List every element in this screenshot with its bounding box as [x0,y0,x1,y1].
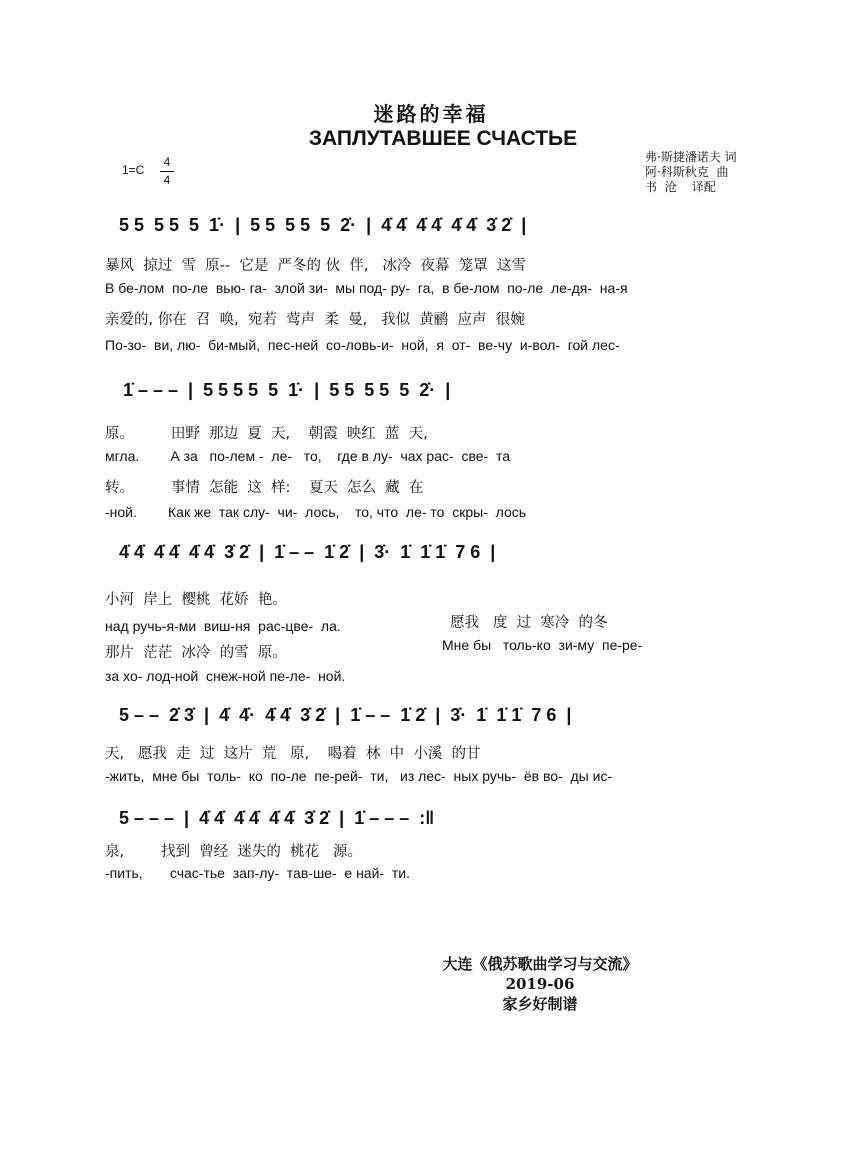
lyric-line-3-1: 小河 岸上 樱桃 花娇 艳。 [105,592,287,608]
lyric-line-2-2: мгла. А за по-лем - ле- то, где в лу- чах рас- све- та [105,448,510,464]
time-signature [160,155,174,188]
credit-translator: 书 沧 译配 [645,180,716,194]
notation-system-5 [105,806,785,832]
notation-system-2 [105,378,785,404]
notation-line-2: 1̇ – – – | 5 5 5 5 5 1̇· | 5 5 5 5 5 2̇· | [123,380,451,400]
song-title-chinese: 迷路的幸福 [373,102,489,126]
footer-date: 2019-06 [505,975,575,993]
time-signature-bottom: 4 [163,173,171,187]
credit-composer: 阿·科斯秋克 曲 [645,165,729,179]
lyric-line-1-2: В бе-лом по-ле вью- га- злой зи- мы под- ру- га, в бе-лом по-ле ле-дя- на-я [105,280,628,296]
lyric-line-1-3: 亲爱的, 你在 召 唤, 宛若 莺声 柔 曼, 我似 黄鹂 应声 很婉 [105,312,525,328]
footer-publication: 大连《俄苏歌曲学习与交流》 [442,955,638,973]
lyric-line-2-1: 原。 田野 那边 夏 天, 朝霞 映红 蓝 天, [105,426,428,442]
notation-line-3: 4̇ 4̇ 4̇ 4̇ 4̇ 4̇ 3̇ 2̇ | 1̇ – – 1̇ 2̇ | 3̇· 1̇ 1̇ 1̇ 7 6 | [119,542,496,562]
notation-line-5: 5 – – – | 4̇ 4̇ 4̇ 4̇ 4̇ 4̇ 3̇ 2̇ | 1̇ – – – :‖ [119,808,435,828]
song-title-russian: ЗАПЛУТАВШЕЕ СЧАСТЬЕ [308,127,578,150]
footer-credit: 家乡好制谱 [502,995,578,1013]
key-signature: 1=C [122,163,145,177]
lyric-line-1-4: По-зо- ви, лю- би-мый, пес-ней со-ловь-и- ной, я от- ве-чу и-вол- гой лес- [105,337,620,353]
lyric-line-4-1: 天, 愿我 走 过 这片 荒 原, 喝着 林 中 小溪 的甘 [105,746,481,762]
lyric-line-2-3: 转。 事情 怎能 这 样: 夏天 怎么 藏 在 [105,480,424,496]
credit-lyricist: 弗·斯捷潘诺夫 词 [645,150,737,164]
lyric-line-5-2: -пить, счас-тье зап-лу- тав-ше- е най- ти. [105,865,410,881]
credits [645,150,737,195]
lyric-line-3-3: 那片 茫茫 冰冷 的雪 原。 [105,645,287,661]
notation-line-4: 5 – – 2̇ 3̇ | 4̇ 4̇· 4̇ 4̇ 3̇ 2̇ | 1̇ – – 1̇ 2̇ | 3̇· 1̇ 1̇ 1̇ 7 6 | [119,705,572,725]
lyric-line-3-b1: 愿我 度 过 寒冷 的冬 [450,615,608,631]
lyric-line-3-4: за хо- лод-ной снеж-ной пе-ле- ной. [105,668,346,684]
time-signature-top: 4 [163,155,171,169]
lyric-line-3-b2: Мне бы толь-ко зи-му пе-ре- [442,637,643,653]
notation-line-1: 5 5 5 5 5 1̇· | 5 5 5 5 5 2̇· | 4̇ 4̇ 4̇ 4̇ 4̇ 4̇ 3̇ 2̇ | [119,215,527,235]
lyric-line-3-2: над ручь-я-ми виш-ня рас-цве- ла. [105,618,341,634]
notation-system-4 [105,703,785,729]
notation-system-1 [105,213,785,239]
lyric-line-5-1: 泉, 找到 曾经 迷失的 桃花 源。 [105,844,362,860]
lyric-line-4-2: -жить, мне бы толь- ко по-ле пе-рей- ти, из лес- ных ручь- ёв во- ды ис- [105,768,613,784]
lyric-line-1-1: 暴风 掠过 雪 原-- 它是 严冬的 伙 伴, 冰冷 夜幕 笼罩 这雪 [105,258,526,274]
lyric-line-2-4: -ной. Как же так слу- чи- лось, то, что ле- то скры- лось [105,504,527,520]
notation-system-3 [105,540,785,566]
